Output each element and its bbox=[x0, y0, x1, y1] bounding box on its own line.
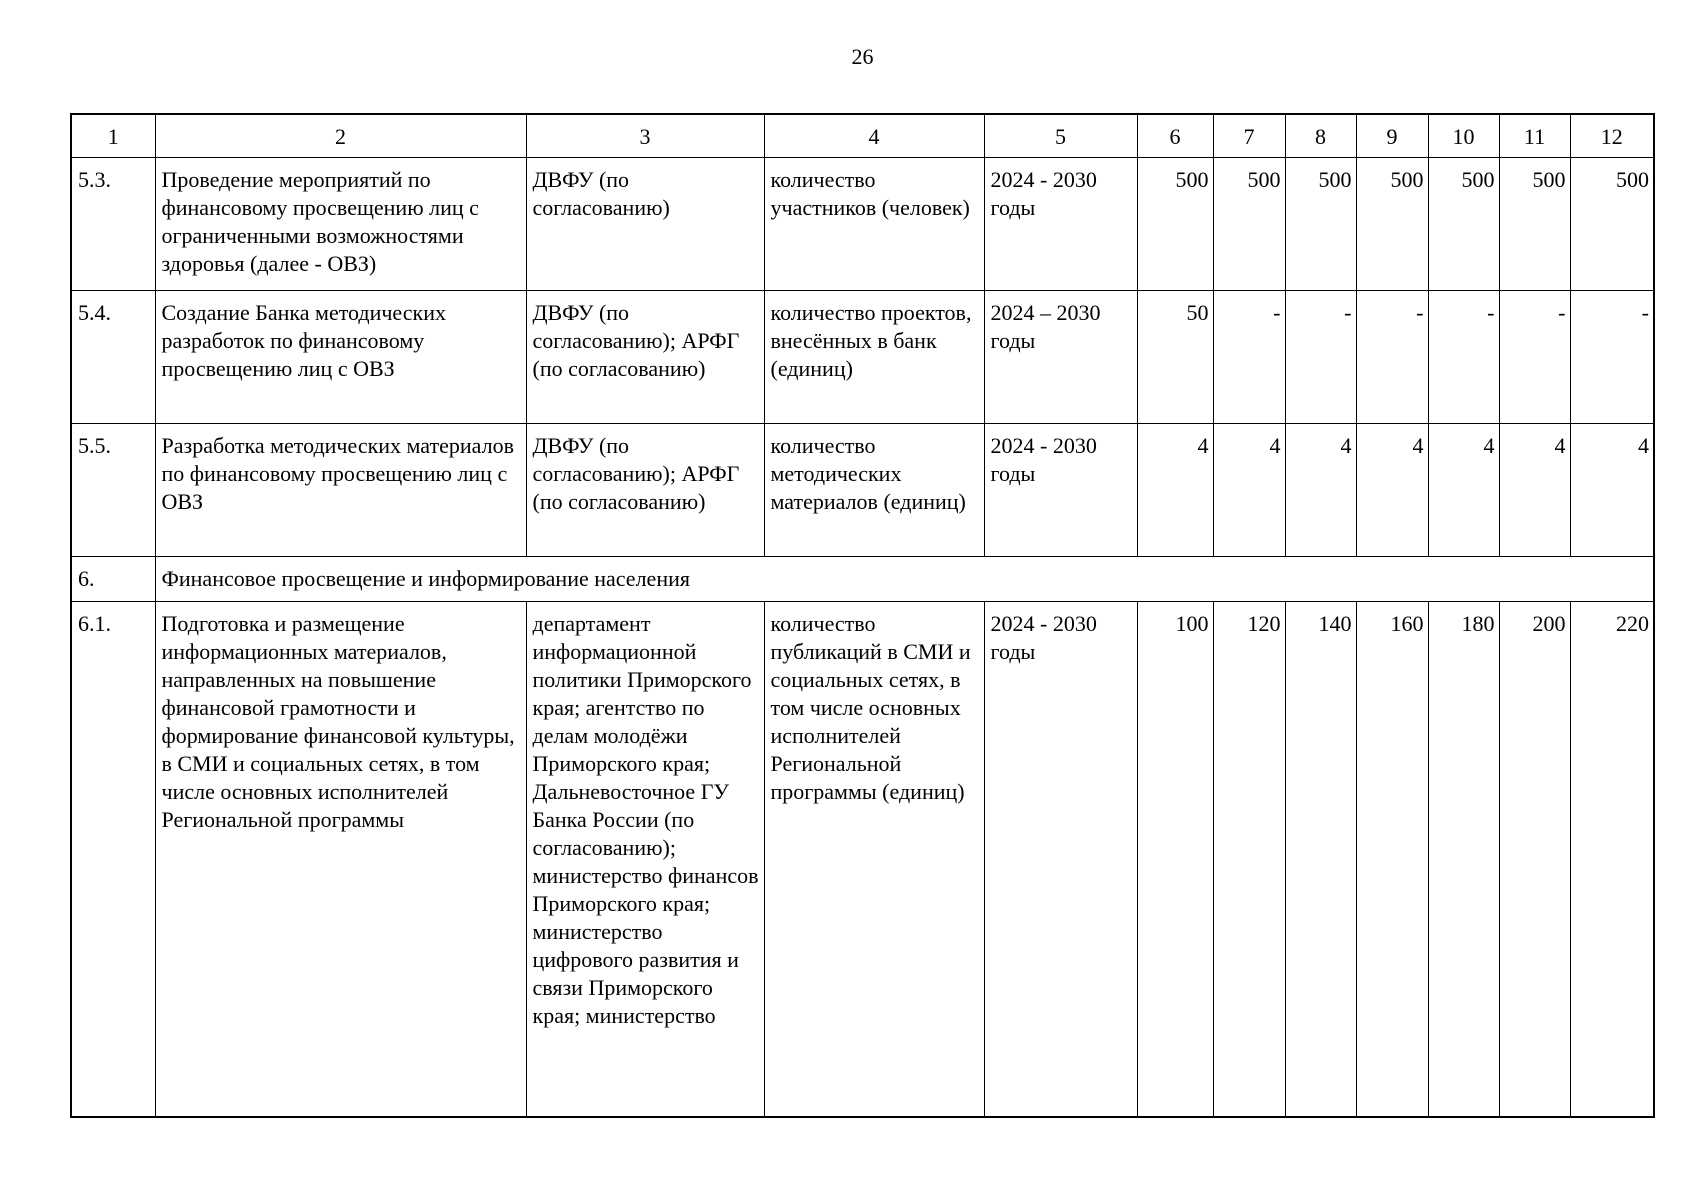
value-cell: 4 bbox=[1137, 424, 1213, 557]
table-row bbox=[71, 158, 1654, 291]
value-cell: - bbox=[1285, 291, 1356, 424]
value-cell: 500 bbox=[1356, 158, 1428, 291]
col-header: 4 bbox=[764, 114, 984, 158]
row-number: 5.4. bbox=[71, 291, 155, 424]
executor-cell: ДВФУ (по согласованию) bbox=[526, 158, 764, 291]
value-cell: 500 bbox=[1213, 158, 1285, 291]
value-cell: 200 bbox=[1499, 602, 1570, 1118]
value-cell: 100 bbox=[1137, 602, 1213, 1118]
period-cell: 2024 - 2030 годы bbox=[984, 424, 1137, 557]
executor-cell: департамент информационной политики Приморского края; агентство по делам молодёжи Приморского края; Дальневосточное ГУ Банка России (по согласованию); министерство финансов Приморского края; министерство цифрового развития и связи Приморского края; министерство bbox=[526, 602, 764, 1118]
value-cell: 4 bbox=[1499, 424, 1570, 557]
indicator-cell: количество проектов, внесённых в банк (единиц) bbox=[764, 291, 984, 424]
value-cell: 4 bbox=[1285, 424, 1356, 557]
col-header: 1 bbox=[71, 114, 155, 158]
value-cell: 500 bbox=[1285, 158, 1356, 291]
value-cell: 160 bbox=[1356, 602, 1428, 1118]
program-table bbox=[70, 113, 1655, 1118]
section-number: 6. bbox=[71, 557, 155, 602]
value-cell: 140 bbox=[1285, 602, 1356, 1118]
col-header: 6 bbox=[1137, 114, 1213, 158]
value-cell: 180 bbox=[1428, 602, 1499, 1118]
activity-cell: Подготовка и размещение информационных материалов, направленных на повышение финансовой грамотности и формирование финансовой культуры, в СМИ и социальных сетях, в том числе основных исполнителей Региональной программы bbox=[155, 602, 526, 1118]
value-cell: 220 bbox=[1570, 602, 1654, 1118]
table-row bbox=[71, 602, 1654, 1118]
value-cell: - bbox=[1356, 291, 1428, 424]
executor-cell: ДВФУ (по согласованию); АРФГ (по согласованию) bbox=[526, 291, 764, 424]
value-cell: 4 bbox=[1356, 424, 1428, 557]
activity-cell: Разработка методических материалов по финансовому просвещению лиц с ОВЗ bbox=[155, 424, 526, 557]
period-cell: 2024 – 2030 годы bbox=[984, 291, 1137, 424]
row-number: 5.5. bbox=[71, 424, 155, 557]
section-title: Финансовое просвещение и информирование населения bbox=[155, 557, 1654, 602]
header-row bbox=[71, 114, 1654, 158]
value-cell: 500 bbox=[1570, 158, 1654, 291]
value-cell: 4 bbox=[1213, 424, 1285, 557]
value-cell: 500 bbox=[1499, 158, 1570, 291]
value-cell: 500 bbox=[1428, 158, 1499, 291]
value-cell: - bbox=[1428, 291, 1499, 424]
col-header: 9 bbox=[1356, 114, 1428, 158]
col-header: 2 bbox=[155, 114, 526, 158]
activity-cell: Проведение мероприятий по финансовому просвещению лиц с ограниченными возможностями здоровья (далее - ОВЗ) bbox=[155, 158, 526, 291]
period-cell: 2024 - 2030 годы bbox=[984, 158, 1137, 291]
value-cell: - bbox=[1570, 291, 1654, 424]
col-header: 10 bbox=[1428, 114, 1499, 158]
row-number: 5.3. bbox=[71, 158, 155, 291]
value-cell: - bbox=[1213, 291, 1285, 424]
period-cell: 2024 - 2030 годы bbox=[984, 602, 1137, 1118]
value-cell: 4 bbox=[1428, 424, 1499, 557]
value-cell: 50 bbox=[1137, 291, 1213, 424]
col-header: 7 bbox=[1213, 114, 1285, 158]
activity-cell: Создание Банка методических разработок по финансовому просвещению лиц с ОВЗ bbox=[155, 291, 526, 424]
col-header: 3 bbox=[526, 114, 764, 158]
table-row bbox=[71, 424, 1654, 557]
col-header: 5 bbox=[984, 114, 1137, 158]
col-header: 11 bbox=[1499, 114, 1570, 158]
value-cell: 4 bbox=[1570, 424, 1654, 557]
value-cell: 120 bbox=[1213, 602, 1285, 1118]
indicator-cell: количество публикаций в СМИ и социальных сетях, в том числе основных исполнителей Региональной программы (единиц) bbox=[764, 602, 984, 1118]
value-cell: 500 bbox=[1137, 158, 1213, 291]
row-number: 6.1. bbox=[71, 602, 155, 1118]
value-cell: - bbox=[1499, 291, 1570, 424]
indicator-cell: количество методических материалов (единиц) bbox=[764, 424, 984, 557]
section-row bbox=[71, 557, 1654, 602]
page-number: 26 bbox=[851, 44, 874, 69]
executor-cell: ДВФУ (по согласованию); АРФГ (по согласованию) bbox=[526, 424, 764, 557]
col-header: 8 bbox=[1285, 114, 1356, 158]
col-header: 12 bbox=[1570, 114, 1654, 158]
indicator-cell: количество участников (человек) bbox=[764, 158, 984, 291]
table-row bbox=[71, 291, 1654, 424]
